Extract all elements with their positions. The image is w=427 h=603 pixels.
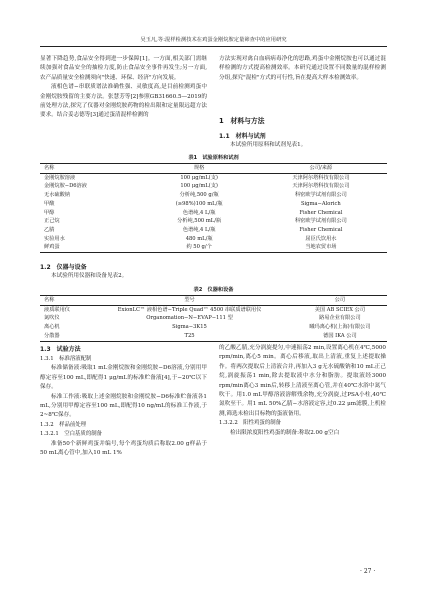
- table-cell: 100 μg/mL(支): [180, 183, 218, 190]
- methods-left-column: [40, 344, 207, 458]
- table-header: 名称: [44, 297, 55, 303]
- table-cell: Fisher Chemical: [299, 226, 343, 233]
- page-number: · 27 ·: [360, 568, 376, 575]
- table-cell: Organomation−N−EVAP−111 型: [146, 315, 233, 322]
- table-row: [40, 191, 387, 200]
- methods-right-column: [219, 344, 386, 438]
- table-cell: 科密欧学试剂有限公司: [294, 192, 347, 199]
- table-cell: 无水硫酸钠: [44, 192, 70, 199]
- paragraph: 检出限浓度阳性鸡蛋的制备:称取2.00 g空白: [230, 429, 340, 436]
- table-row: [40, 217, 387, 226]
- paragraph: 本试验所用原料和试剂见表1。: [230, 142, 307, 148]
- table-cell: 100 μg/mL(支): [180, 174, 218, 181]
- table-cell: 液质联用仪: [44, 306, 70, 313]
- subsubsection-heading: 1.3.2.1 空白基质的制备: [40, 431, 102, 438]
- table-cell: 分散器: [44, 332, 60, 339]
- subsubsection-heading: 1.3.2.2 阳性鸡蛋的制备: [219, 420, 281, 427]
- table-cell: 金刚烷胺溶液: [44, 174, 76, 181]
- table-cell: Fisher Chemical: [299, 209, 343, 216]
- table-header: 规格: [193, 165, 205, 171]
- table-cell: 离心机: [44, 324, 60, 331]
- table-header: 公司/来源: [309, 165, 333, 171]
- table-cell: 实验用水: [44, 235, 65, 242]
- table-cell: 分析纯,500 mL/瓶: [177, 218, 222, 225]
- table-cell: 鲜鸡蛋: [44, 244, 60, 251]
- table-cell: 正己烷: [44, 218, 60, 225]
- table-cell: 氮吹仪: [44, 315, 60, 322]
- table-cell: 色谱纯,4 L/瓶: [182, 226, 216, 233]
- paragraph: 显著下降趋势,食品安全得到进一步保障[1]。一方面,相关部门需继续加强对食品安全的抽检力度,防止食品安全事件再发生;另一方面,农产品质量安全检测须向"快速、环保、经济"方向发展。: [40, 56, 207, 81]
- table-2-caption: 表2 仪器和设备: [193, 287, 234, 293]
- paragraph: 标准工作液:吸取上述金刚烷胺和金刚烷胺−D6标准贮备液各1 mL,分别用甲醇定容至100 mL,即配得10 ng/mL的标准工作液,于2~8℃保存。: [40, 393, 207, 419]
- table-cell: T25: [184, 332, 195, 339]
- table-cell: 曦玛离心机(上海)有限公司: [309, 324, 371, 331]
- table-cell: ExionLC™ 液相色谱−Triple Quad™ 4500 串联质谱联用仪: [117, 306, 262, 313]
- table-cell: 金刚烷胺−D6溶液: [44, 183, 87, 190]
- table-cell: 天津阿尔塔科技有限公司: [292, 183, 350, 190]
- table-2: [40, 295, 387, 342]
- table-row: [40, 209, 387, 218]
- table-row: [40, 332, 387, 341]
- table-cell: 美国 AB SCIEX 公司: [314, 306, 366, 313]
- table-cell: 甲醇: [44, 209, 55, 216]
- subsection-heading: 1.2 仪器与设备: [40, 264, 87, 271]
- table-row: [40, 305, 387, 314]
- subsubsection-heading: 1.3.2 样品前处理: [40, 421, 87, 428]
- paragraph: 标准储备液:吸取1 mL金刚烷胺和金刚烷胺−D6溶液,分别用甲醇定容至100 mL,即配得1 μg/mL的标准贮备液[4],于−20℃以下保存。: [40, 365, 207, 391]
- table-cell: 当地农贸市场: [305, 244, 337, 251]
- intro-left-column: [40, 55, 207, 121]
- table-cell: (≥98%)100 mL/瓶: [175, 200, 223, 207]
- table-cell: 德国 IKA 公司: [323, 332, 357, 339]
- table-cell: 分析纯,500 g/瓶: [179, 192, 219, 199]
- table-cell: 屈臣氏饮用水: [305, 235, 337, 242]
- table-header: 型号: [184, 297, 195, 303]
- table-cell: Sigma−Alorich: [300, 200, 341, 207]
- header-rule: [40, 46, 387, 47]
- table-row: [40, 235, 387, 244]
- section-heading: 1 材料与方法: [219, 117, 265, 125]
- table-1: [40, 163, 387, 253]
- table-row: [40, 243, 387, 252]
- subsubsection-heading: 1.3.1 标准溶液配制: [40, 356, 92, 362]
- table-cell: 乙腈: [44, 226, 55, 233]
- table-cell: 色谱纯,4 L/瓶: [182, 209, 216, 216]
- table-row: [40, 226, 387, 235]
- paragraph: 准备50个新鲜鸡蛋并编号,每个鸡蛋均质后称取2.00 g样品于50 mL离心管中,加入10 mL 1%: [40, 440, 207, 457]
- table-1-caption: 表1 试验原料和试剂: [188, 155, 239, 161]
- paragraph: 液相色谱−串联质谱法准确性强、灵敏度高,是目前检测鸡蛋中金刚烷胺残留的主要方法。张慧芳等[2]参照GB31660.5—2019的前处理方法,探究了仪器对金刚烷胺药物的检出限和定量限远超方法要求。结合姜志德等[3]通过蛋清混样检测的: [40, 84, 207, 119]
- table-row: [40, 173, 387, 182]
- running-head: 吴玉凡,等:混样检测技术在鸡蛋金刚烷胺定量筛查中的应用研究: [140, 37, 287, 43]
- paragraph: 的乙酸乙腈,充分涡旋提匀,中速振荡2 min,设置离心机在4℃,5000 rpm/min,离心5 min。离心后移液,取出上清液,重复上述提取操作。将两次提取后上清液合并,再加入3 g无水硫酸钠和10 mL正己烷,涡旋振荡1 min,除去提取液中水分和脂肪。提取液经3000 rpm/min离心3 min后,转移上清液至离心管,并在40℃水浴中氮气吹干。用1.0 mL甲醇溶液溶解残余物,充分涡旋,过PSA小柱,40℃氮吹至干。用1 mL 50%乙腈−水溶液定容,过0.22 μm滤膜,上机检测,筛选未检出目标物的蛋液备用。: [219, 345, 386, 417]
- table-cell: 天津阿尔塔科技有限公司: [292, 174, 350, 181]
- intro-right-column: [219, 55, 386, 83]
- table-cell: Sigma−3K15: [172, 324, 207, 331]
- table-cell: 路易企业有限公司: [319, 315, 361, 322]
- table-cell: 480 mL/瓶: [185, 235, 213, 242]
- table-row: [40, 323, 387, 332]
- table-row: [40, 182, 387, 191]
- paragraph: 方法实现对禽白血病病毒净化的思路,鸡蛋中金刚烷胺也可以通过混样检测的方式提高检测效率。本研究通过设置不同数量的混样检测分组,探究"混检"方式的可行性,旨在提高大样本检测效率。: [219, 56, 386, 81]
- table-cell: 甲酸: [44, 200, 55, 207]
- table-cell: 科密欧学试剂有限公司: [294, 218, 347, 225]
- table-cell: 约 50 g/个: [186, 244, 212, 251]
- subsection-heading: 1.3 试验方法: [40, 346, 81, 353]
- table-header: 公司: [334, 297, 346, 303]
- table-row: [40, 314, 387, 323]
- table-header: 名称: [44, 165, 55, 171]
- subsection-heading: 1.1 材料与试剂: [219, 133, 266, 140]
- table-row: [40, 200, 387, 209]
- paragraph: 本试验所用仪器和设备见表2。: [51, 273, 128, 279]
